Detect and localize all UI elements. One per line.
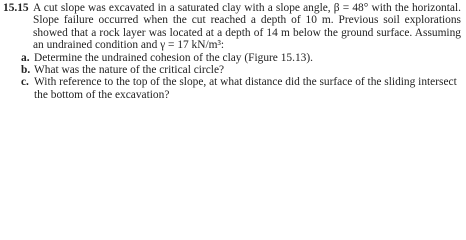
question-text: Determine the undrained cohesion of the clay (Figure 15.13). [34,51,313,64]
problem-number: 15.15 [3,2,29,14]
question-letter: c. [21,76,29,89]
question-item-b [21,64,461,76]
question-item-c [21,76,461,101]
question-letter: b. [21,64,31,77]
question-item-a [21,52,461,64]
question-letter: a. [21,51,30,64]
question-text: What was the nature of the critical circle? [34,64,225,77]
question-list [3,52,461,102]
problem-block [3,2,461,101]
problem-statement: A cut slope was excavated in a saturated clay with a slope angle, β = 48° with the horizontal. Slope failure occurred when the cut reached a depth of 10 m. Previous soil explorations showed that a rock layer was located at a depth of 14 m below the ground surface. Assuming an undrained condition and γ = 17 kN/m³: [33,2,461,52]
problem-stem [3,2,461,52]
question-text: With reference to the top of the slope, at what distance did the surface of the sliding intersect the bottom of the excavation? [34,76,457,101]
